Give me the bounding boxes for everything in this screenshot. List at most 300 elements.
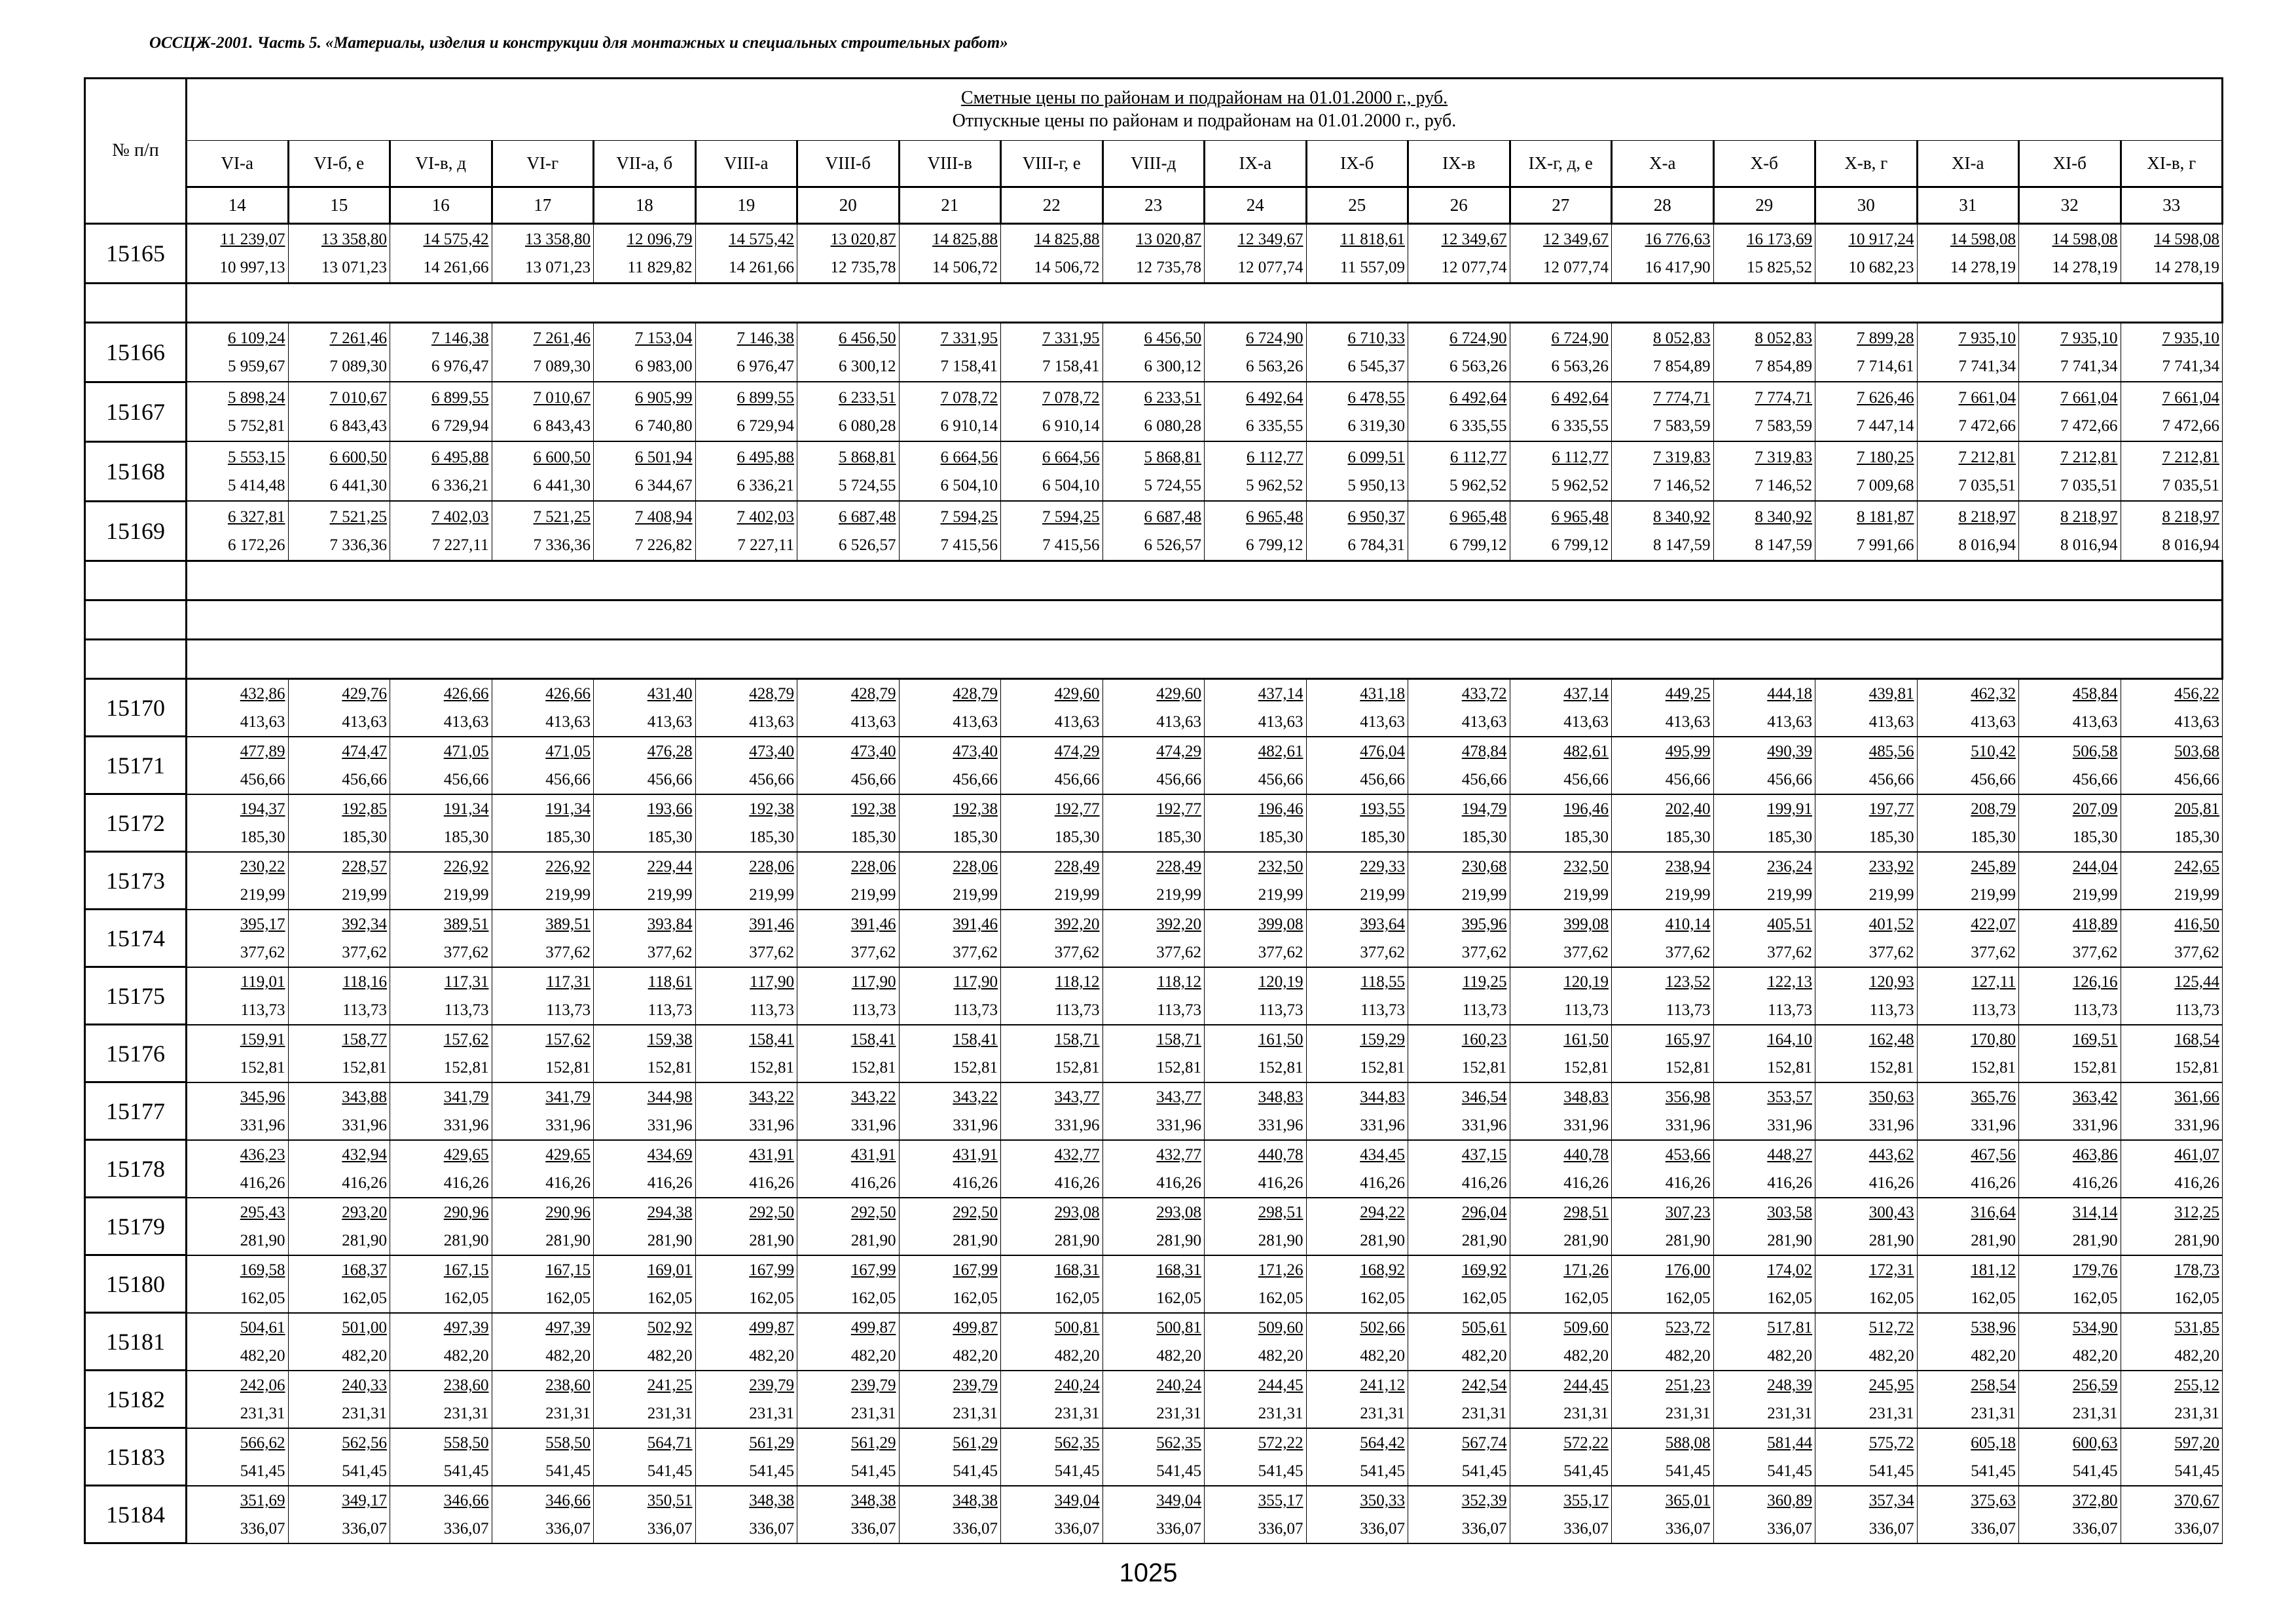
column-number: 14 (187, 187, 289, 223)
release-price: 377,62 (1461, 943, 1507, 961)
price-cell (1815, 1082, 1918, 1140)
release-price: 336,07 (1156, 1519, 1201, 1538)
blank-cell (187, 283, 2223, 322)
price-cell (1102, 441, 1205, 501)
estimated-price: 228,06 (953, 857, 998, 876)
release-price: 162,05 (850, 1289, 896, 1307)
estimated-price: 7 408,94 (635, 507, 693, 526)
price-cell (594, 1140, 696, 1198)
price-header-line1: Сметные цены по районам и подрайонам на 01.01.2000 г., руб. (960, 88, 1448, 109)
price-cell (187, 678, 289, 737)
row-id: 15183 (85, 1428, 187, 1486)
price-cell (2121, 223, 2223, 283)
price-cell (1001, 852, 1103, 910)
price-cell (1612, 1198, 1714, 1255)
price-cell (899, 910, 1001, 967)
release-price: 281,90 (1971, 1231, 2016, 1249)
release-price: 13 071,23 (321, 258, 387, 276)
row-id: 15167 (85, 382, 187, 441)
estimated-price: 561,29 (850, 1433, 896, 1452)
price-cell (2019, 382, 2121, 441)
price-cell (187, 1486, 289, 1543)
estimated-price: 7 521,25 (533, 507, 591, 526)
number-column-header: № п/п (85, 79, 187, 224)
price-cell (594, 441, 696, 501)
release-price: 7 415,56 (940, 536, 998, 554)
release-price: 482,20 (1563, 1346, 1609, 1365)
price-cell (492, 1255, 594, 1313)
release-price: 413,63 (749, 712, 794, 731)
price-cell (1306, 910, 1408, 967)
price-cell (1205, 1255, 1307, 1313)
estimated-price: 239,79 (749, 1376, 794, 1394)
price-cell (1001, 1082, 1103, 1140)
price-cell (1510, 1371, 1612, 1428)
estimated-price: 191,34 (443, 800, 489, 818)
estimated-price: 6 327,81 (228, 507, 285, 526)
table-row (85, 1140, 2223, 1198)
estimated-price: 13 020,87 (830, 230, 896, 248)
estimated-price: 6 905,99 (635, 388, 693, 407)
price-cell (1815, 1486, 1918, 1543)
price-cell (899, 1428, 1001, 1486)
estimated-price: 5 868,81 (1144, 448, 1201, 466)
estimated-price: 500,81 (1054, 1318, 1100, 1337)
region-header: VI-г (492, 140, 594, 187)
release-price: 6 344,67 (635, 476, 693, 494)
column-number: 23 (1102, 187, 1205, 223)
release-price: 152,81 (1767, 1058, 1812, 1077)
release-price: 281,90 (1767, 1231, 1812, 1249)
release-price: 482,20 (953, 1346, 998, 1365)
release-price: 7 991,66 (1857, 536, 1914, 554)
estimated-price: 566,62 (240, 1433, 285, 1452)
release-price: 336,07 (1665, 1519, 1711, 1538)
estimated-price: 437,14 (1563, 684, 1609, 703)
price-cell (797, 501, 900, 561)
price-cell (1612, 501, 1714, 561)
region-header: VIII-б (797, 140, 900, 187)
estimated-price: 233,92 (1868, 857, 1914, 876)
price-cell (288, 501, 390, 561)
release-price: 152,81 (647, 1058, 693, 1077)
price-cell (594, 1082, 696, 1140)
price-cell (1306, 678, 1408, 737)
price-cell (695, 1371, 797, 1428)
blank-id-cell (85, 600, 187, 639)
price-cell (1815, 1371, 1918, 1428)
release-price: 162,05 (1665, 1289, 1711, 1307)
estimated-price: 8 052,83 (1755, 329, 1812, 348)
price-cell (492, 1140, 594, 1198)
release-price: 6 910,14 (940, 416, 998, 435)
column-number: 30 (1815, 187, 1918, 223)
estimated-price: 244,45 (1258, 1376, 1303, 1394)
estimated-price: 449,25 (1665, 684, 1711, 703)
release-price: 6 799,12 (1246, 536, 1303, 554)
release-price: 113,73 (546, 1001, 591, 1019)
release-price: 113,73 (750, 1001, 794, 1019)
estimated-price: 7 661,04 (2162, 388, 2219, 407)
region-header: X-а (1612, 140, 1714, 187)
estimated-price: 534,90 (2072, 1318, 2118, 1337)
release-price: 331,96 (1767, 1116, 1812, 1134)
column-number: 29 (1713, 187, 1815, 223)
price-cell (1917, 1486, 2019, 1543)
price-cell (187, 501, 289, 561)
release-price: 219,99 (850, 885, 896, 904)
price-cell (899, 1371, 1001, 1428)
estimated-price: 370,67 (2174, 1491, 2219, 1509)
row-id: 15168 (85, 441, 187, 501)
release-price: 185,30 (342, 828, 387, 846)
release-price: 482,20 (240, 1346, 285, 1365)
price-cell (1612, 322, 1714, 382)
row-id: 15180 (85, 1255, 187, 1313)
blank-row (85, 600, 2223, 639)
release-price: 331,96 (2174, 1116, 2219, 1134)
region-header: IX-г, д, е (1510, 140, 1612, 187)
estimated-price: 7 153,04 (635, 329, 693, 348)
price-cell (187, 1082, 289, 1140)
release-price: 219,99 (1767, 885, 1812, 904)
column-number: 24 (1205, 187, 1307, 223)
blank-id-cell (85, 561, 187, 600)
price-cell (1001, 1428, 1103, 1486)
release-price: 7 009,68 (1857, 476, 1914, 494)
row-id: 15170 (85, 678, 187, 737)
estimated-price: 6 899,55 (737, 388, 794, 407)
row-id: 15172 (85, 794, 187, 852)
blank-row (85, 283, 2223, 322)
release-price: 113,73 (647, 1001, 693, 1019)
estimated-price: 12 096,79 (627, 230, 693, 248)
price-cell (899, 1082, 1001, 1140)
price-cell (1408, 1255, 1510, 1313)
release-price: 152,81 (1868, 1058, 1914, 1077)
release-price: 416,26 (2072, 1173, 2118, 1192)
release-price: 11 829,82 (627, 258, 693, 276)
estimated-price: 118,61 (647, 972, 693, 991)
estimated-price: 14 598,08 (1950, 230, 2016, 248)
release-price: 219,99 (1868, 885, 1914, 904)
price-cell (1815, 1428, 1918, 1486)
estimated-price: 356,98 (1665, 1088, 1711, 1106)
price-cell (899, 1313, 1001, 1371)
release-price: 219,99 (2072, 885, 2118, 904)
release-price: 12 077,74 (1543, 258, 1609, 276)
estimated-price: 238,94 (1665, 857, 1711, 876)
release-price: 377,62 (647, 943, 693, 961)
price-cell (1510, 1140, 1612, 1198)
price-cell (1001, 910, 1103, 967)
price-cell (594, 1025, 696, 1082)
estimated-price: 432,86 (240, 684, 285, 703)
row-id: 15182 (85, 1371, 187, 1428)
price-cell (797, 1082, 900, 1140)
release-price: 482,20 (1767, 1346, 1812, 1365)
release-price: 185,30 (953, 828, 998, 846)
column-number: 15 (288, 187, 390, 223)
estimated-price: 307,23 (1665, 1203, 1711, 1221)
release-price: 113,73 (1768, 1001, 1812, 1019)
price-cell (187, 1025, 289, 1082)
release-price: 6 563,26 (1246, 358, 1303, 376)
release-price: 281,90 (342, 1231, 387, 1249)
release-price: 6 843,43 (329, 416, 387, 435)
price-cell (1102, 382, 1205, 441)
estimated-price: 13 020,87 (1136, 230, 1201, 248)
price-cell (288, 1082, 390, 1140)
release-price: 5 962,52 (1449, 476, 1507, 494)
estimated-price: 228,49 (1054, 857, 1100, 876)
price-cell (187, 322, 289, 382)
release-price: 10 997,13 (219, 258, 285, 276)
price-cell (1917, 1198, 2019, 1255)
price-cell (1001, 1025, 1103, 1082)
estimated-price: 118,12 (1055, 972, 1100, 991)
price-cell (695, 1198, 797, 1255)
estimated-price: 392,34 (342, 915, 387, 933)
estimated-price: 239,79 (850, 1376, 896, 1394)
release-price: 185,30 (443, 828, 489, 846)
price-cell (288, 1255, 390, 1313)
estimated-price: 562,35 (1054, 1433, 1100, 1452)
estimated-price: 346,66 (545, 1491, 591, 1509)
release-price: 541,45 (240, 1462, 285, 1480)
price-cell (2019, 1486, 2121, 1543)
price-cell (2121, 501, 2223, 561)
estimated-price: 16 173,69 (1747, 230, 1812, 248)
price-cell (1713, 1025, 1815, 1082)
release-price: 281,90 (2174, 1231, 2219, 1249)
release-price: 6 300,12 (1144, 358, 1201, 376)
release-price: 219,99 (953, 885, 998, 904)
release-price: 152,81 (1971, 1058, 2016, 1077)
estimated-price: 229,44 (647, 857, 693, 876)
blank-cell (187, 561, 2223, 600)
estimated-price: 506,58 (2072, 742, 2118, 760)
release-price: 413,63 (1563, 712, 1609, 731)
estimated-price: 181,12 (1971, 1261, 2016, 1279)
release-price: 281,90 (647, 1231, 693, 1249)
price-cell (1713, 910, 1815, 967)
estimated-price: 293,08 (1054, 1203, 1100, 1221)
release-price: 336,07 (1360, 1519, 1405, 1538)
price-cell (1306, 1486, 1408, 1543)
price-cell (1205, 678, 1307, 737)
release-price: 331,96 (1360, 1116, 1405, 1134)
estimated-price: 349,17 (342, 1491, 387, 1509)
release-price: 219,99 (342, 885, 387, 904)
release-price: 185,30 (2174, 828, 2219, 846)
estimated-price: 11 239,07 (220, 230, 285, 248)
price-cell (1510, 910, 1612, 967)
estimated-price: 169,01 (647, 1261, 693, 1279)
estimated-price: 474,29 (1054, 742, 1100, 760)
estimated-price: 167,99 (749, 1261, 794, 1279)
price-cell (1102, 910, 1205, 967)
release-price: 12 735,78 (830, 258, 896, 276)
price-cell (1917, 382, 2019, 441)
release-price: 541,45 (1767, 1462, 1812, 1480)
release-price: 113,73 (1157, 1001, 1201, 1019)
price-cell (899, 794, 1001, 852)
estimated-price: 523,72 (1665, 1318, 1711, 1337)
release-price: 7 854,89 (1653, 358, 1711, 376)
release-price: 162,05 (647, 1289, 693, 1307)
release-price: 14 506,72 (1034, 258, 1100, 276)
estimated-price: 476,04 (1360, 742, 1405, 760)
table-row (85, 852, 2223, 910)
release-price: 185,30 (1054, 828, 1100, 846)
price-cell (1102, 1255, 1205, 1313)
release-price: 6 336,21 (431, 476, 489, 494)
price-cell (2121, 1025, 2223, 1082)
estimated-price: 6 099,51 (1347, 448, 1405, 466)
release-price: 541,45 (1360, 1462, 1405, 1480)
price-cell (2121, 1486, 2223, 1543)
release-price: 482,20 (1360, 1346, 1405, 1365)
release-price: 416,26 (1563, 1173, 1609, 1192)
estimated-price: 477,89 (240, 742, 285, 760)
price-cell (1102, 1486, 1205, 1543)
estimated-price: 471,05 (545, 742, 591, 760)
price-cell (1306, 1255, 1408, 1313)
price-cell (1001, 737, 1103, 794)
estimated-price: 8 218,97 (2060, 507, 2118, 526)
estimated-price: 11 818,61 (1339, 230, 1405, 248)
price-cell (1917, 441, 2019, 501)
release-price: 416,26 (1868, 1173, 1914, 1192)
release-price: 377,62 (1868, 943, 1914, 961)
estimated-price: 395,96 (1461, 915, 1507, 933)
release-price: 6 729,94 (737, 416, 794, 435)
price-cell (288, 794, 390, 852)
price-cell (1612, 910, 1714, 967)
estimated-price: 228,49 (1156, 857, 1201, 876)
release-price: 416,26 (647, 1173, 693, 1192)
estimated-price: 443,62 (1868, 1145, 1914, 1164)
estimated-price: 428,79 (850, 684, 896, 703)
estimated-price: 7 661,04 (1958, 388, 2016, 407)
price-cell (492, 794, 594, 852)
release-price: 113,73 (1971, 1001, 2016, 1019)
release-price: 377,62 (1665, 943, 1711, 961)
price-cell (1612, 852, 1714, 910)
price-cell (1205, 1486, 1307, 1543)
release-price: 6 799,12 (1449, 536, 1507, 554)
release-price: 413,63 (1868, 712, 1914, 731)
price-cell (899, 1486, 1001, 1543)
release-price: 331,96 (545, 1116, 591, 1134)
price-cell (187, 1428, 289, 1486)
price-cell (899, 967, 1001, 1025)
price-cell (187, 1371, 289, 1428)
release-price: 231,31 (1156, 1404, 1201, 1422)
release-price: 336,07 (749, 1519, 794, 1538)
estimated-price: 6 724,90 (1449, 329, 1507, 348)
estimated-price: 437,15 (1461, 1145, 1507, 1164)
release-price: 7 336,36 (329, 536, 387, 554)
estimated-price: 303,58 (1767, 1203, 1812, 1221)
release-price: 6 843,43 (533, 416, 591, 435)
release-price: 456,66 (240, 770, 285, 788)
price-cell (594, 1371, 696, 1428)
release-price: 13 071,23 (525, 258, 591, 276)
price-cell (1102, 322, 1205, 382)
estimated-price: 6 495,88 (431, 448, 489, 466)
release-price: 113,73 (851, 1001, 896, 1019)
release-price: 416,26 (342, 1173, 387, 1192)
release-price: 7 336,36 (533, 536, 591, 554)
estimated-price: 444,18 (1767, 684, 1812, 703)
price-cell (187, 1198, 289, 1255)
estimated-price: 434,45 (1360, 1145, 1405, 1164)
release-price: 6 504,10 (1042, 476, 1100, 494)
price-cell (1510, 794, 1612, 852)
price-cell (594, 1428, 696, 1486)
estimated-price: 474,29 (1156, 742, 1201, 760)
price-cell (1510, 1313, 1612, 1371)
estimated-price: 349,04 (1054, 1491, 1100, 1509)
price-cell (288, 382, 390, 441)
release-price: 162,05 (749, 1289, 794, 1307)
price-cell (1713, 1371, 1815, 1428)
price-cell (1205, 967, 1307, 1025)
estimated-price: 7 261,46 (533, 329, 591, 348)
estimated-price: 561,29 (953, 1433, 998, 1452)
estimated-price: 167,15 (443, 1261, 489, 1279)
price-cell (390, 678, 492, 737)
row-id: 15179 (85, 1198, 187, 1255)
release-price: 541,45 (1054, 1462, 1100, 1480)
price-cell (1306, 1082, 1408, 1140)
release-price: 416,26 (1360, 1173, 1405, 1192)
estimated-price: 230,68 (1461, 857, 1507, 876)
table-row (85, 441, 2223, 501)
price-cell (1408, 1025, 1510, 1082)
estimated-price: 6 492,64 (1449, 388, 1507, 407)
estimated-price: 14 575,42 (423, 230, 489, 248)
estimated-price: 125,44 (2174, 972, 2219, 991)
release-price: 336,07 (1767, 1519, 1812, 1538)
release-price: 7 158,41 (1042, 358, 1100, 376)
release-price: 5 962,52 (1551, 476, 1609, 494)
estimated-price: 495,99 (1665, 742, 1711, 760)
estimated-price: 242,06 (240, 1376, 285, 1394)
price-cell (899, 678, 1001, 737)
price-cell (288, 1025, 390, 1082)
estimated-price: 7 331,95 (940, 329, 998, 348)
release-price: 185,30 (1258, 828, 1303, 846)
price-cell (1408, 322, 1510, 382)
price-cell (390, 910, 492, 967)
release-price: 482,20 (342, 1346, 387, 1365)
estimated-price: 118,16 (342, 972, 387, 991)
price-cell (695, 223, 797, 283)
estimated-price: 588,08 (1665, 1433, 1711, 1452)
release-price: 416,26 (2174, 1173, 2219, 1192)
release-price: 8 147,59 (1653, 536, 1711, 554)
estimated-price: 312,25 (2174, 1203, 2219, 1221)
release-price: 331,96 (1156, 1116, 1201, 1134)
estimated-price: 126,16 (2072, 972, 2118, 991)
estimated-price: 14 575,42 (729, 230, 794, 248)
release-price: 113,73 (1258, 1001, 1303, 1019)
price-cell (1815, 678, 1918, 737)
estimated-price: 6 456,50 (1144, 329, 1201, 348)
